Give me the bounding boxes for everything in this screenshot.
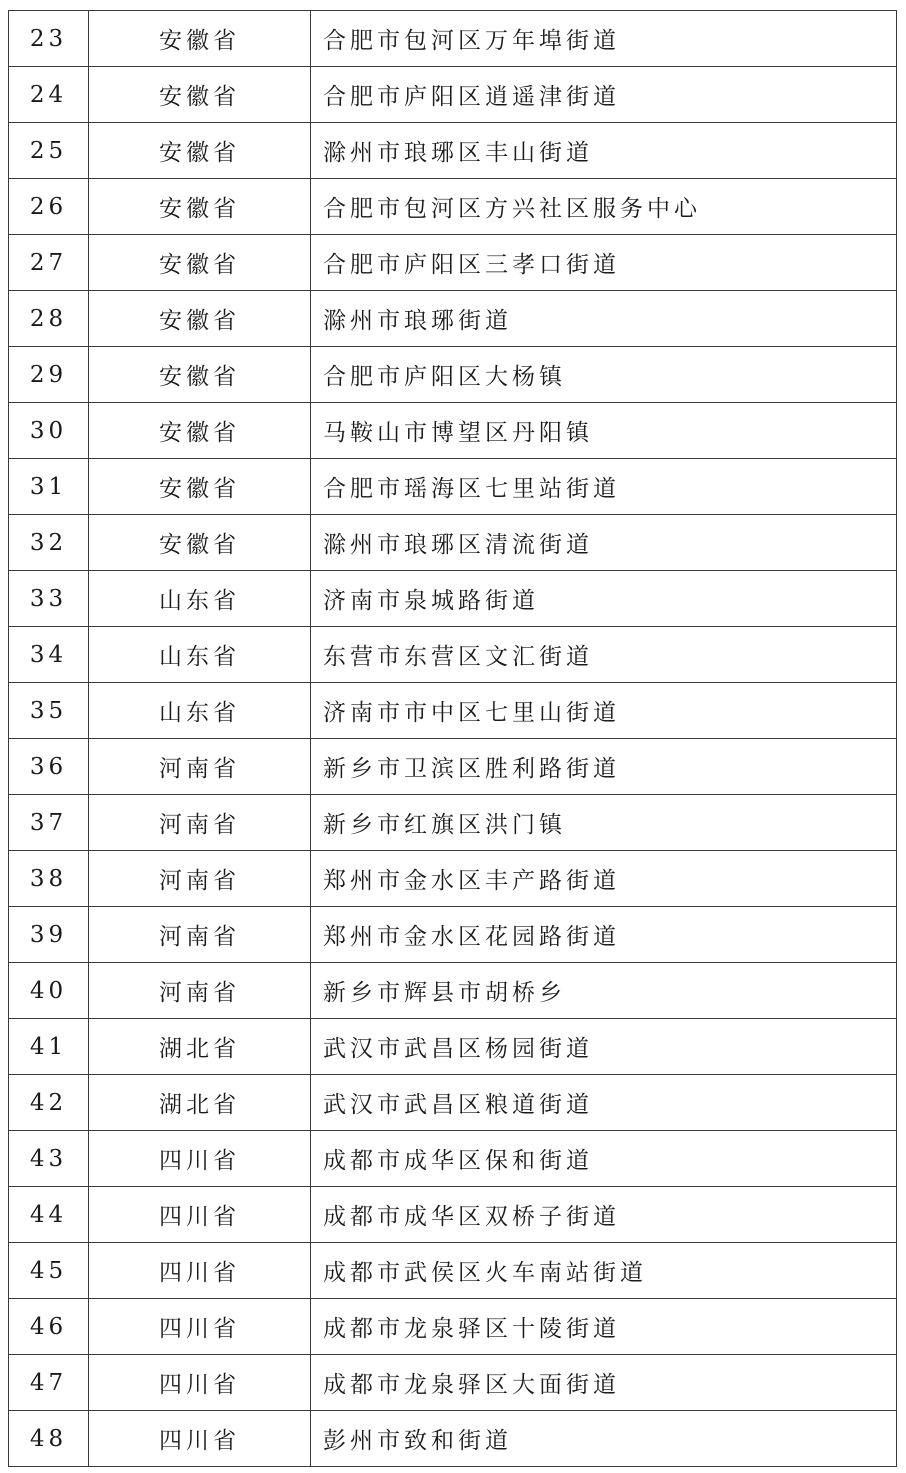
location-cell: 成都市成华区保和街道 xyxy=(311,1131,897,1187)
province-cell: 安徽省 xyxy=(89,403,311,459)
table-row xyxy=(9,1019,897,1075)
location-cell: 济南市市中区七里山街道 xyxy=(311,683,897,739)
row-number-cell: 24 xyxy=(9,67,89,123)
table-row xyxy=(9,179,897,235)
row-number-cell: 29 xyxy=(9,347,89,403)
province-cell: 安徽省 xyxy=(89,179,311,235)
table-row xyxy=(9,795,897,851)
row-number-cell: 27 xyxy=(9,235,89,291)
province-cell: 山东省 xyxy=(89,627,311,683)
province-cell: 安徽省 xyxy=(89,291,311,347)
location-cell: 滁州市琅琊街道 xyxy=(311,291,897,347)
document-page xyxy=(8,10,896,1467)
table-row xyxy=(9,1243,897,1299)
row-number-cell: 32 xyxy=(9,515,89,571)
table-row xyxy=(9,1187,897,1243)
province-cell: 四川省 xyxy=(89,1411,311,1467)
location-cell: 合肥市庐阳区大杨镇 xyxy=(311,347,897,403)
table-row xyxy=(9,963,897,1019)
row-number-cell: 48 xyxy=(9,1411,89,1467)
table-row xyxy=(9,67,897,123)
table-row xyxy=(9,1355,897,1411)
row-number-cell: 31 xyxy=(9,459,89,515)
location-cell: 滁州市琅琊区丰山街道 xyxy=(311,123,897,179)
row-number-cell: 26 xyxy=(9,179,89,235)
location-cell: 合肥市瑶海区七里站街道 xyxy=(311,459,897,515)
row-number-cell: 35 xyxy=(9,683,89,739)
table-row xyxy=(9,1299,897,1355)
table-row xyxy=(9,1131,897,1187)
location-cell: 合肥市包河区万年埠街道 xyxy=(311,11,897,67)
location-cell: 合肥市包河区方兴社区服务中心 xyxy=(311,179,897,235)
province-cell: 四川省 xyxy=(89,1299,311,1355)
table-row xyxy=(9,347,897,403)
row-number-cell: 30 xyxy=(9,403,89,459)
table-row xyxy=(9,11,897,67)
location-cell: 成都市武侯区火车南站街道 xyxy=(311,1243,897,1299)
province-cell: 山东省 xyxy=(89,571,311,627)
row-number-cell: 34 xyxy=(9,627,89,683)
row-number-cell: 36 xyxy=(9,739,89,795)
location-cell: 济南市泉城路街道 xyxy=(311,571,897,627)
row-number-cell: 44 xyxy=(9,1187,89,1243)
province-cell: 河南省 xyxy=(89,907,311,963)
location-cell: 东营市东营区文汇街道 xyxy=(311,627,897,683)
row-number-cell: 39 xyxy=(9,907,89,963)
location-cell: 武汉市武昌区粮道街道 xyxy=(311,1075,897,1131)
table-row xyxy=(9,235,897,291)
row-number-cell: 37 xyxy=(9,795,89,851)
row-number-cell: 38 xyxy=(9,851,89,907)
table-row xyxy=(9,627,897,683)
province-cell: 山东省 xyxy=(89,683,311,739)
table-row xyxy=(9,683,897,739)
location-cell: 滁州市琅琊区清流街道 xyxy=(311,515,897,571)
row-number-cell: 46 xyxy=(9,1299,89,1355)
row-number-cell: 47 xyxy=(9,1355,89,1411)
province-cell: 河南省 xyxy=(89,739,311,795)
province-cell: 四川省 xyxy=(89,1243,311,1299)
location-cell: 新乡市红旗区洪门镇 xyxy=(311,795,897,851)
province-cell: 湖北省 xyxy=(89,1019,311,1075)
location-cell: 郑州市金水区丰产路街道 xyxy=(311,851,897,907)
table-row xyxy=(9,571,897,627)
table-row xyxy=(9,123,897,179)
table-row xyxy=(9,1075,897,1131)
row-number-cell: 45 xyxy=(9,1243,89,1299)
province-cell: 安徽省 xyxy=(89,459,311,515)
province-cell: 湖北省 xyxy=(89,1075,311,1131)
location-cell: 新乡市辉县市胡桥乡 xyxy=(311,963,897,1019)
province-cell: 安徽省 xyxy=(89,347,311,403)
row-number-cell: 33 xyxy=(9,571,89,627)
table-row xyxy=(9,1411,897,1467)
row-number-cell: 43 xyxy=(9,1131,89,1187)
row-number-cell: 40 xyxy=(9,963,89,1019)
table-body xyxy=(9,11,897,1467)
table-row xyxy=(9,403,897,459)
location-cell: 新乡市卫滨区胜利路街道 xyxy=(311,739,897,795)
row-number-cell: 28 xyxy=(9,291,89,347)
location-cell: 郑州市金水区花园路街道 xyxy=(311,907,897,963)
province-cell: 四川省 xyxy=(89,1131,311,1187)
table-row xyxy=(9,907,897,963)
province-cell: 河南省 xyxy=(89,795,311,851)
location-cell: 合肥市庐阳区逍遥津街道 xyxy=(311,67,897,123)
province-cell: 安徽省 xyxy=(89,515,311,571)
row-number-cell: 42 xyxy=(9,1075,89,1131)
province-cell: 安徽省 xyxy=(89,11,311,67)
province-cell: 河南省 xyxy=(89,963,311,1019)
location-cell: 成都市龙泉驿区大面街道 xyxy=(311,1355,897,1411)
table-row xyxy=(9,515,897,571)
location-cell: 成都市龙泉驿区十陵街道 xyxy=(311,1299,897,1355)
row-number-cell: 41 xyxy=(9,1019,89,1075)
location-cell: 武汉市武昌区杨园街道 xyxy=(311,1019,897,1075)
table-row xyxy=(9,851,897,907)
province-cell: 安徽省 xyxy=(89,67,311,123)
province-cell: 安徽省 xyxy=(89,123,311,179)
province-cell: 安徽省 xyxy=(89,235,311,291)
table-row xyxy=(9,739,897,795)
table-row xyxy=(9,459,897,515)
location-cell: 成都市成华区双桥子街道 xyxy=(311,1187,897,1243)
province-cell: 四川省 xyxy=(89,1187,311,1243)
location-cell: 合肥市庐阳区三孝口街道 xyxy=(311,235,897,291)
province-cell: 四川省 xyxy=(89,1355,311,1411)
location-cell: 彭州市致和街道 xyxy=(311,1411,897,1467)
row-number-cell: 23 xyxy=(9,11,89,67)
row-number-cell: 25 xyxy=(9,123,89,179)
table-row xyxy=(9,291,897,347)
location-cell: 马鞍山市博望区丹阳镇 xyxy=(311,403,897,459)
location-table xyxy=(8,10,897,1467)
province-cell: 河南省 xyxy=(89,851,311,907)
